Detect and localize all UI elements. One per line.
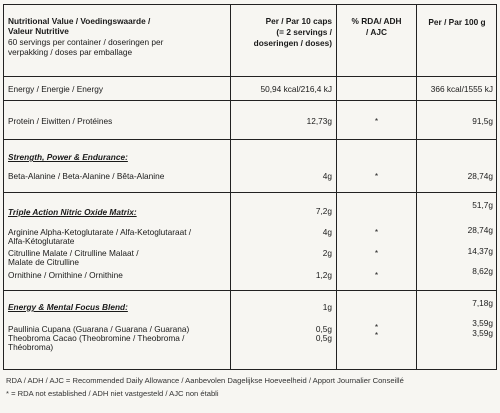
section-title: Strength, Power & Endurance: xyxy=(8,152,128,162)
theobroma-label: Theobroma Cacao (Theobromine / Theobroma / xyxy=(8,333,185,343)
beta-alanine-per-100g: 28,74g xyxy=(467,171,493,181)
protein-rda: * xyxy=(374,116,379,126)
akg-label: Alfa-Kétoglutarate xyxy=(8,236,75,246)
header-title-line: Valeur Nutritive xyxy=(8,26,69,36)
citrulline-label: Malate de Citrulline xyxy=(8,257,80,267)
header-title-line: Nutritional Value / Voedingswaarde / xyxy=(8,16,151,26)
protein-per-100g: 91,5g xyxy=(472,116,493,126)
ornithine-label: Ornithine / Ornithine / Ornithine xyxy=(8,270,123,280)
akg-rda: * xyxy=(374,227,379,237)
theobroma-per-100g: 3,59g xyxy=(472,328,493,338)
column-divider xyxy=(416,4,417,370)
header-rda: % RDA/ ADH xyxy=(351,16,402,26)
header-per-serving: Per / Par 10 caps xyxy=(265,16,332,26)
header-servings-line: verpakking / doses par emballage xyxy=(8,47,133,57)
theobroma-rda: * xyxy=(374,330,379,340)
header-servings-line: 60 servings per container / doseringen per xyxy=(8,37,164,47)
footnote-rda: RDA / ADH / AJC = Recommended Daily Allowance / Aanbevolen Dagelijkse Hoeveelheid / Apport Journalier Conseillé xyxy=(6,376,404,385)
section-title: Triple Action Nitric Oxide Matrix: xyxy=(8,207,137,217)
akg-label: Arginine Alpha-Ketoglutarate / Alfa-Ketoglutaraat / xyxy=(8,227,192,237)
citrulline-per-100g: 14,37g xyxy=(467,246,493,256)
energy-per-serving: 50,94 kcal/216,4 kJ xyxy=(260,84,332,94)
column-divider xyxy=(230,4,231,370)
table-border xyxy=(3,4,497,370)
row-divider xyxy=(3,76,497,77)
footnotes xyxy=(6,376,496,399)
section-per-serving: 7,2g xyxy=(315,206,332,216)
ornithine-per-100g: 8,62g xyxy=(472,266,493,276)
row-divider xyxy=(3,139,497,140)
section-title: Energy & Mental Focus Blend: xyxy=(8,302,128,312)
section-per-100g: 7,18g xyxy=(472,298,493,308)
header-rda: / AJC xyxy=(366,27,387,37)
protein-label: Protein / Eiwitten / Protéines xyxy=(8,116,113,126)
column-divider xyxy=(336,4,337,370)
beta-alanine-rda: * xyxy=(374,171,379,181)
akg-per-serving: 4g xyxy=(322,227,332,237)
beta-alanine-per-serving: 4g xyxy=(322,171,332,181)
header-per-serving: (= 2 servings / xyxy=(276,27,332,37)
row-divider xyxy=(3,100,497,101)
paullinia-per-100g: 3,59g xyxy=(472,318,493,328)
paullinia-label: Paullinia Cupana (Guarana / Guarana / Guarana) xyxy=(8,324,190,334)
citrulline-label: Citrulline Malate / Citrulline Malaat / xyxy=(8,248,139,258)
theobroma-per-serving: 0,5g xyxy=(315,333,332,343)
header-per-100g: Per / Par 100 g xyxy=(428,17,486,27)
energy-per-100g: 366 kcal/1555 kJ xyxy=(430,84,493,94)
section-per-100g: 51,7g xyxy=(472,200,493,210)
paullinia-per-serving: 0,5g xyxy=(315,324,332,334)
footnote-asterisk: * = RDA not established / ADH niet vastgesteld / AJC non établi xyxy=(6,389,219,399)
akg-per-100g: 28,74g xyxy=(467,225,493,235)
section-per-serving: 1g xyxy=(322,302,332,312)
citrulline-per-serving: 2g xyxy=(322,248,332,258)
theobroma-label: Théobroma) xyxy=(8,342,54,352)
row-divider xyxy=(3,290,497,291)
paullinia-rda: * xyxy=(374,322,379,332)
energy-label: Energy / Energie / Energy xyxy=(8,84,104,94)
ornithine-rda: * xyxy=(374,270,379,280)
beta-alanine-label: Beta-Alanine / Beta-Alanine / Bêta-Alanine xyxy=(8,171,165,181)
ornithine-per-serving: 1,2g xyxy=(315,270,332,280)
citrulline-rda: * xyxy=(374,248,379,258)
protein-per-serving: 12,73g xyxy=(306,116,332,126)
header-per-serving: doseringen / doses) xyxy=(253,38,332,48)
row-divider xyxy=(3,192,497,193)
